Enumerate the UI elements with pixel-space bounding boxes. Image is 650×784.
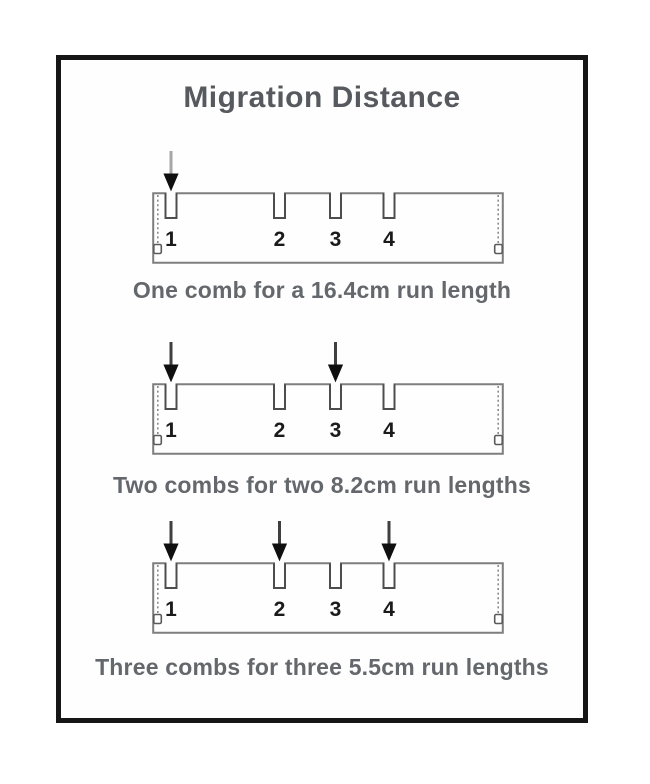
gel-tray-figure — [152, 146, 504, 264]
comb-notch — [330, 384, 341, 409]
comb-arrow-icon — [328, 365, 343, 383]
comb-arrow-icon — [163, 365, 178, 383]
tray-outline — [153, 384, 503, 454]
tray-outline — [153, 193, 503, 263]
lane-number: 4 — [383, 228, 395, 251]
corner-clip — [495, 615, 503, 624]
caption-two-combs: Two combs for two 8.2cm run lengths — [112, 472, 532, 498]
lane-number: 4 — [383, 598, 395, 621]
lane-number: 1 — [165, 598, 177, 621]
comb-arrow-icon — [381, 544, 396, 562]
comb-notch — [274, 384, 285, 409]
comb-arrow-icon — [163, 174, 178, 192]
comb-notch — [166, 384, 177, 409]
diagram-two-combs — [152, 337, 504, 455]
lane-number: 1 — [165, 419, 177, 442]
lane-number: 2 — [273, 598, 286, 621]
tray-outline — [153, 563, 503, 633]
corner-clip — [495, 436, 503, 445]
diagram-three-combs — [152, 516, 504, 634]
caption-one-comb: One comb for a 16.4cm run length — [132, 277, 512, 303]
comb-notch — [330, 193, 341, 218]
lane-number: 2 — [273, 228, 286, 251]
diagram-one-comb — [152, 146, 504, 264]
gel-tray-figure — [152, 516, 504, 634]
corner-clip — [495, 245, 503, 254]
caption-three-combs: Three combs for three 5.5cm run lengths — [95, 654, 549, 680]
figure-frame — [56, 55, 588, 723]
corner-clip — [154, 245, 162, 254]
comb-notch — [274, 563, 285, 588]
figure-title: Migration Distance — [183, 81, 461, 114]
lane-number: 4 — [383, 419, 395, 442]
comb-notch — [384, 193, 395, 218]
lane-number: 3 — [329, 228, 342, 251]
comb-notch — [384, 384, 395, 409]
comb-notch — [330, 563, 341, 588]
gel-tray-figure — [152, 337, 504, 455]
comb-notch — [166, 563, 177, 588]
corner-clip — [154, 436, 162, 445]
lane-number: 3 — [329, 419, 342, 442]
lane-number: 1 — [165, 228, 177, 251]
comb-notch — [384, 563, 395, 588]
comb-notch — [274, 193, 285, 218]
comb-arrow-icon — [163, 544, 178, 562]
comb-notch — [166, 193, 177, 218]
lane-number: 3 — [329, 598, 342, 621]
corner-clip — [154, 615, 162, 624]
comb-arrow-icon — [272, 544, 287, 562]
lane-number: 2 — [273, 419, 286, 442]
